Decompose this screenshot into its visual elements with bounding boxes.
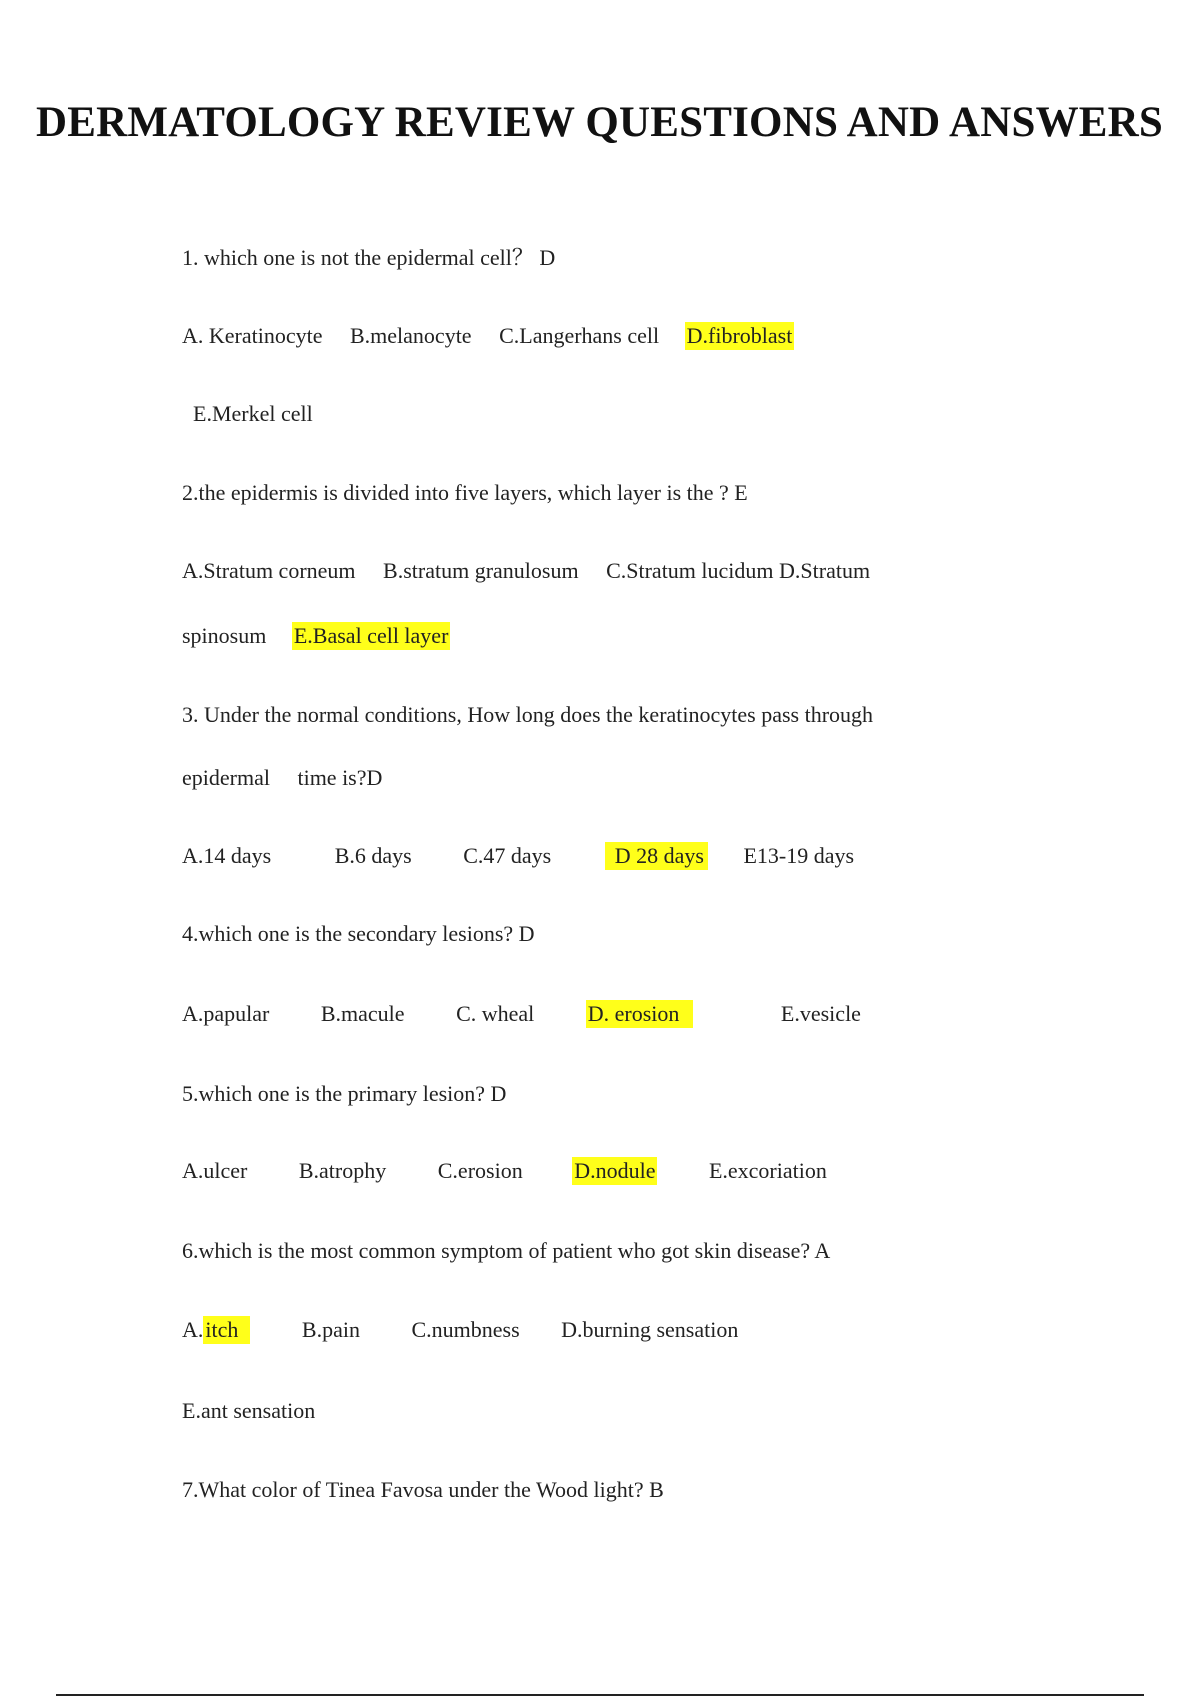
- q4-option-d-answer: D. erosion: [586, 1000, 694, 1028]
- question-2-options-cont: [182, 622, 450, 650]
- q5-option-a: A.ulcer: [182, 1158, 248, 1183]
- q6-option-b: B.pain: [301, 1317, 360, 1342]
- q1-option-e: E.Merkel cell: [193, 401, 313, 426]
- q6-option-d: D.burning sensation: [561, 1317, 739, 1342]
- q5-option-c: C.erosion: [437, 1158, 523, 1183]
- q3-option-a: A.14 days: [182, 843, 272, 868]
- q6-option-a-answer: itch: [203, 1316, 250, 1344]
- q4-option-b: B.macule: [320, 1001, 405, 1026]
- q2-option-b: B.stratum granulosum: [383, 558, 579, 583]
- q1-option-b: B.melanocyte: [350, 323, 472, 348]
- q2-option-e-answer: E.Basal cell layer: [293, 623, 449, 648]
- q3-option-d-answer: D 28 days: [605, 842, 708, 870]
- question-3: 3. Under the normal conditions, How long does the keratinocytes pass through: [182, 702, 874, 727]
- q4-option-a: A.papular: [182, 1001, 270, 1026]
- q6-option-a-prefix: A.: [182, 1317, 204, 1342]
- q4-option-e: E.vesicle: [780, 1001, 861, 1026]
- question-2: 2.the epidermis is divided into five layers, which layer is the ? E: [182, 480, 748, 505]
- footer-rule: [56, 1694, 1144, 1696]
- question-1-options: [182, 322, 794, 350]
- q5-option-d-answer: D.nodule: [574, 1158, 656, 1183]
- page-title: DERMATOLOGY REVIEW QUESTIONS AND ANSWERS: [36, 99, 1164, 146]
- question-5: 5.which one is the primary lesion? D: [182, 1081, 507, 1106]
- q3-option-e: E13-19 days: [743, 843, 855, 868]
- q6-option-e: E.ant sensation: [182, 1398, 316, 1423]
- question-6-options-cont: [182, 1397, 315, 1425]
- question-6: 6.which is the most common symptom of patient who got skin disease? A: [182, 1238, 831, 1263]
- q2-option-d-cont: spinosum: [182, 623, 267, 648]
- question-1-options-cont: [193, 400, 313, 428]
- q2-option-c-d: C.Stratum lucidum D.Stratum: [606, 558, 871, 583]
- q3-option-c: C.47 days: [463, 843, 552, 868]
- q5-option-b: B.atrophy: [298, 1158, 387, 1183]
- q6-option-c: C.numbness: [411, 1317, 520, 1342]
- q5-option-e: E.excoriation: [708, 1158, 827, 1183]
- q3-line2-a: epidermal: [182, 765, 270, 790]
- q3-line2-b: time is?D: [297, 765, 383, 790]
- q2-option-a: A.Stratum corneum: [182, 558, 356, 583]
- q4-option-c: C. wheal: [456, 1001, 535, 1026]
- q1-option-d-answer: D.fibroblast: [686, 323, 793, 348]
- question-3-cont: [182, 764, 382, 792]
- question-2-options: [182, 557, 870, 585]
- question-4-options: [182, 1000, 861, 1028]
- question-7: 7.What color of Tinea Favosa under the Wood light? B: [182, 1477, 664, 1502]
- question-6-options: [182, 1316, 738, 1344]
- question-4: 4.which one is the secondary lesions? D: [182, 921, 535, 946]
- question-3-options: [182, 842, 854, 870]
- question-5-options: [182, 1157, 827, 1185]
- q1-option-c: C.Langerhans cell: [499, 323, 660, 348]
- q1-option-a: A. Keratinocyte: [182, 323, 323, 348]
- q3-option-b: B.6 days: [334, 843, 412, 868]
- question-1: 1. which one is not the epidermal cell？ D: [182, 245, 556, 270]
